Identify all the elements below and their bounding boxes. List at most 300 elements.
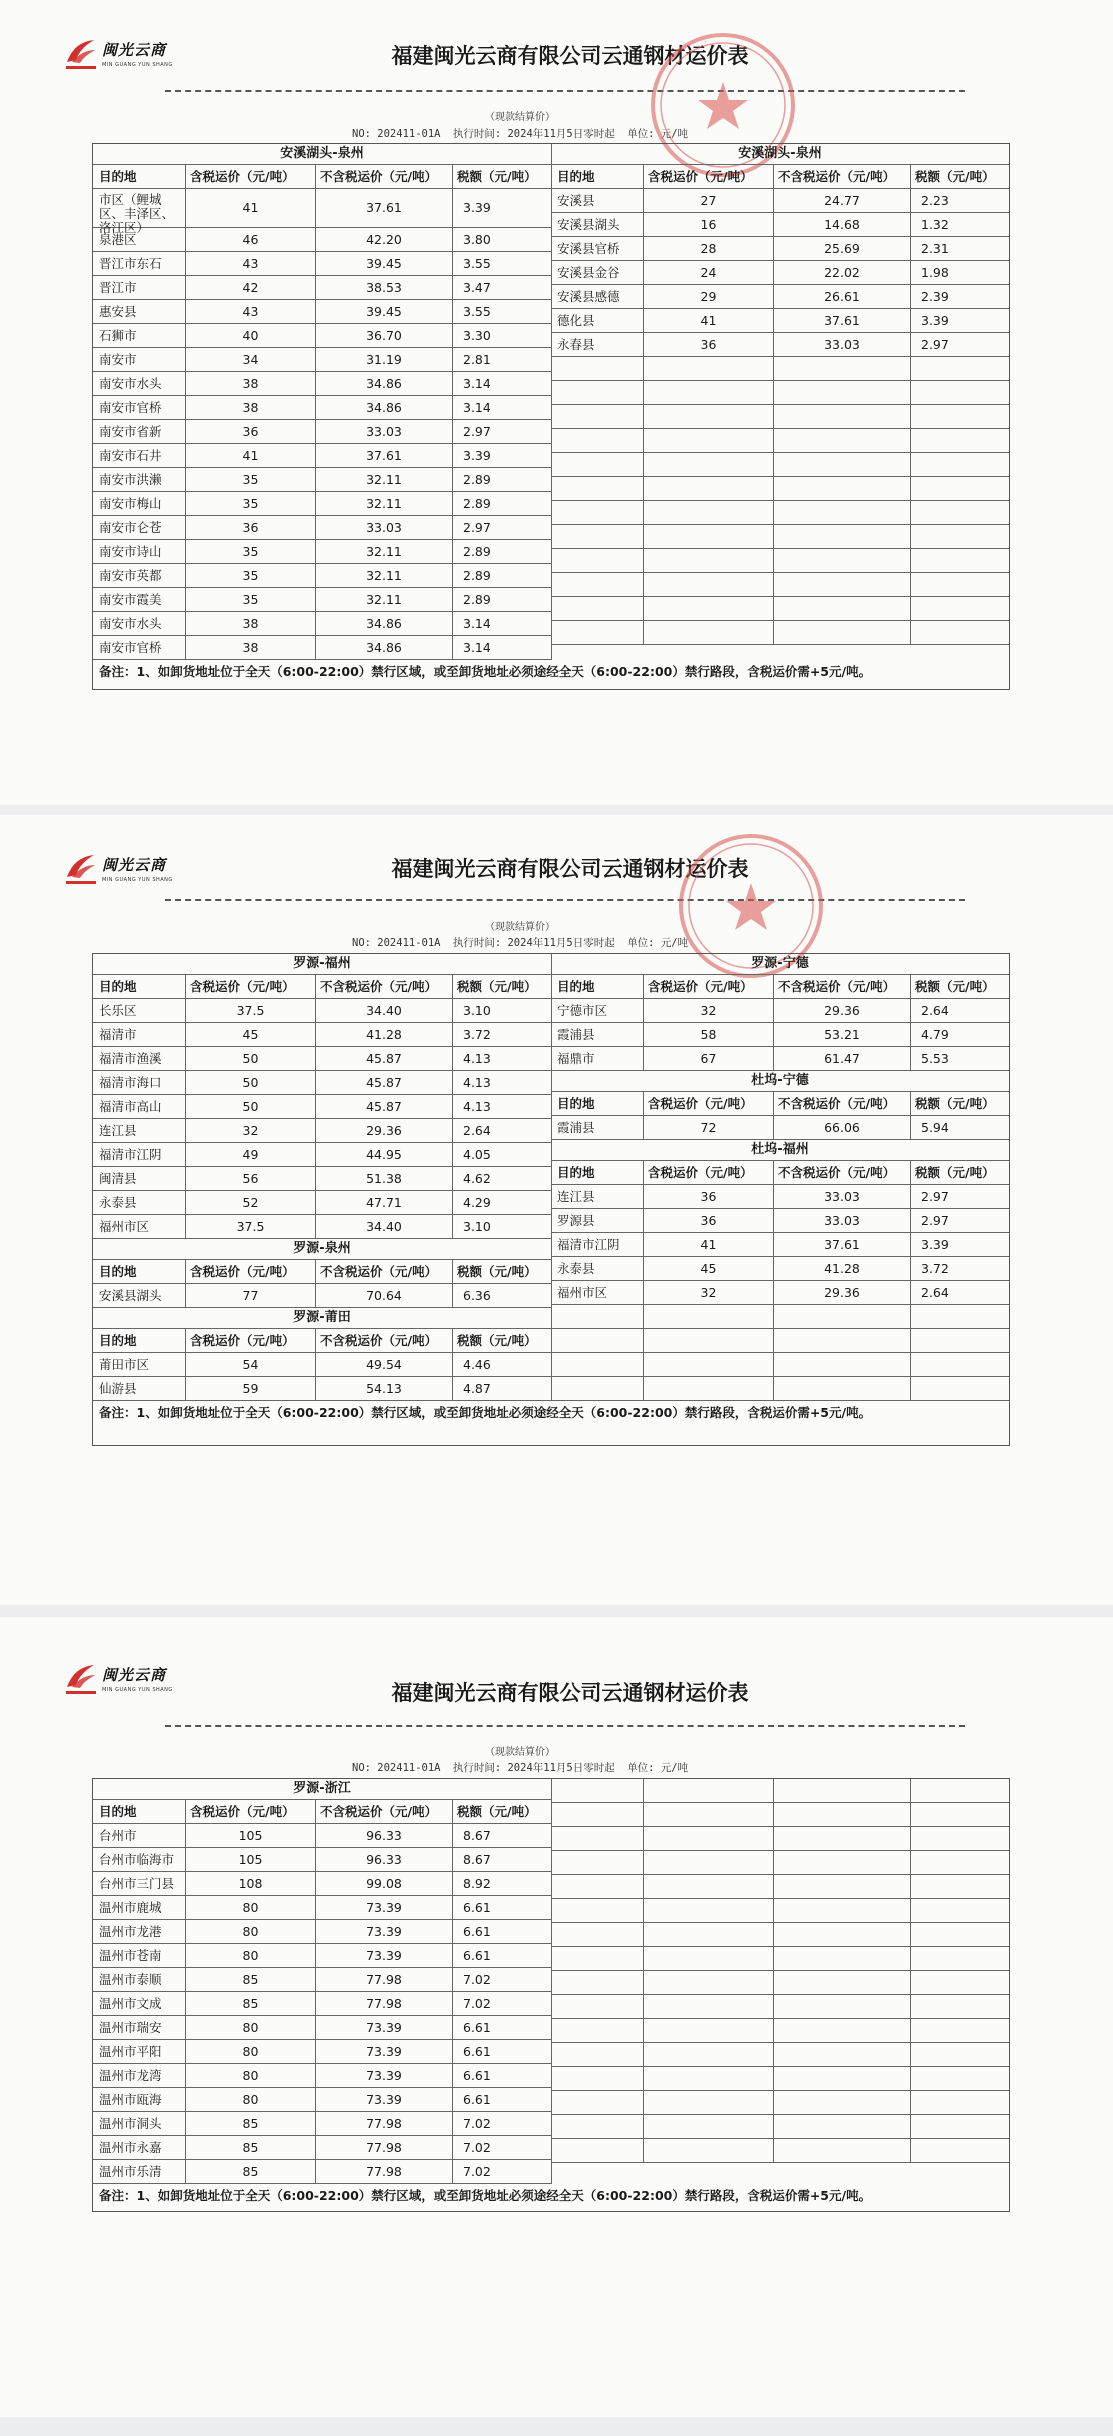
price-with-tax-cell: 46 (186, 228, 316, 251)
table-row (93, 588, 551, 612)
destination-cell (551, 1995, 644, 2018)
table-row (551, 1257, 1009, 1281)
price-without-tax-cell: 29.36 (316, 1119, 453, 1142)
tax-amount-cell: 2.81 (463, 352, 491, 367)
price-with-tax-cell (644, 621, 774, 644)
table-row (93, 1284, 551, 1308)
tax-amount-cell (911, 405, 1009, 428)
price-without-tax-cell: 37.61 (774, 1233, 911, 1256)
destination-cell: 仙游县 (93, 1377, 186, 1400)
route-section-title: 罗源-泉州 (93, 1239, 551, 1260)
destination-cell: 福清市海口 (93, 1071, 186, 1094)
center-divider (551, 144, 552, 660)
price-with-tax-cell: 37.5 (186, 1215, 316, 1238)
price-without-tax-cell: 33.03 (774, 1185, 911, 1208)
tax-amount-cell: 3.14 (463, 400, 491, 415)
price-with-tax-cell (644, 429, 774, 452)
destination-cell: 安溪县 (551, 189, 644, 212)
tax-amount-cell: 3.72 (921, 1261, 949, 1276)
table-row (93, 492, 551, 516)
price-sheet-page-2 (0, 815, 1113, 1605)
price-with-tax-cell: 45 (644, 1257, 774, 1280)
price-with-tax-cell: 59 (186, 1377, 316, 1400)
column-header-row (93, 1329, 551, 1353)
price-without-tax-cell: 37.61 (316, 444, 453, 467)
price-without-tax-cell: 53.21 (774, 1023, 911, 1046)
tax-amount-cell: 3.55 (463, 256, 491, 271)
table-row (93, 2160, 551, 2184)
price-without-tax-cell: 42.20 (316, 228, 453, 251)
table-row (551, 549, 1009, 573)
title-divider (165, 1725, 965, 1727)
price-with-tax-cell (644, 2043, 774, 2066)
table-row (551, 1779, 1009, 1803)
price-with-tax-cell (644, 1947, 774, 1970)
destination-cell (551, 381, 644, 404)
price-with-tax-cell: 80 (186, 1920, 316, 1943)
destination-cell (551, 1305, 644, 1328)
price-with-tax-cell: 85 (186, 1968, 316, 1991)
price-with-tax-cell: 36 (186, 420, 316, 443)
destination-cell: 南安市官桥 (93, 636, 186, 659)
price-without-tax-cell: 37.61 (774, 309, 911, 332)
table-row (93, 1920, 551, 1944)
exec-time: 执行时间: 2024年11月5日零时起 (452, 937, 615, 949)
destination-cell: 德化县 (551, 309, 644, 332)
destination-cell: 南安市洪濑 (93, 468, 186, 491)
price-with-tax-cell (644, 1779, 774, 1802)
price-without-tax-cell: 32.11 (316, 492, 453, 515)
destination-cell (551, 1851, 644, 1874)
table-row (551, 1281, 1009, 1305)
table-row (93, 636, 551, 660)
logo-pinyin: MIN GUANG YUN SHANG (102, 62, 173, 68)
freight-table-page-3 (92, 1778, 1010, 2212)
price-without-tax-cell (774, 1947, 911, 1970)
destination-cell: 泉港区 (93, 228, 186, 251)
price-without-tax-cell: 22.02 (774, 261, 911, 284)
price-without-tax-cell: 73.39 (316, 2088, 453, 2111)
tax-amount-cell: 4.13 (463, 1075, 491, 1090)
table-row (551, 477, 1009, 501)
price-without-tax-cell: 29.36 (774, 1281, 911, 1304)
column-header-with-tax: 含税运价（元/吨） (186, 975, 316, 998)
destination-cell: 永泰县 (551, 1257, 644, 1280)
price-with-tax-cell: 38 (186, 636, 316, 659)
price-with-tax-cell (644, 453, 774, 476)
destination-cell (551, 1923, 644, 1946)
price-with-tax-cell: 28 (644, 237, 774, 260)
price-with-tax-cell: 35 (186, 588, 316, 611)
table-row (551, 405, 1009, 429)
table-row (93, 468, 551, 492)
price-with-tax-cell: 43 (186, 252, 316, 275)
destination-cell: 石狮市 (93, 324, 186, 347)
settlement-subtitle: （现款结算价） (485, 922, 555, 933)
price-with-tax-cell (644, 1923, 774, 1946)
table-row (551, 1947, 1009, 1971)
tax-amount-cell: 6.61 (463, 1900, 491, 1915)
column-header-with-tax: 含税运价（元/吨） (644, 1092, 774, 1115)
table-row (93, 1023, 551, 1047)
price-without-tax-cell: 39.45 (316, 300, 453, 323)
price-with-tax-cell: 35 (186, 564, 316, 587)
price-with-tax-cell (644, 2019, 774, 2042)
tax-amount-cell (911, 1827, 1009, 1850)
destination-cell (551, 2067, 644, 2090)
price-without-tax-cell: 61.47 (774, 1047, 911, 1070)
tax-amount-cell: 2.89 (463, 544, 491, 559)
price-without-tax-cell: 44.95 (316, 1143, 453, 1166)
page-title: 福建闽光云商有限公司云通钢材运价表 (391, 857, 749, 881)
price-with-tax-cell (644, 1899, 774, 1922)
destination-cell: 安溪县湖头 (551, 213, 644, 236)
tax-amount-cell: 4.29 (463, 1195, 491, 1210)
tax-amount-cell: 3.47 (463, 280, 491, 295)
doc-number: NO: 202411-01A (352, 937, 441, 949)
destination-cell: 南安市官桥 (93, 396, 186, 419)
price-with-tax-cell (644, 1329, 774, 1352)
table-row (551, 1305, 1009, 1329)
company-logo (64, 851, 174, 895)
column-header-dest: 目的地 (551, 975, 644, 998)
destination-cell: 福清市江阴 (93, 1143, 186, 1166)
table-row (93, 1095, 551, 1119)
tax-amount-cell: 6.61 (463, 2092, 491, 2107)
freight-table-page-1 (92, 143, 1010, 690)
page-title: 福建闽光云商有限公司云通钢材运价表 (391, 1681, 749, 1705)
price-without-tax-cell: 37.61 (316, 189, 453, 227)
price-without-tax-cell: 70.64 (316, 1284, 453, 1307)
unit-label: 单位: 元/吨 (627, 937, 689, 949)
tax-amount-cell: 7.02 (463, 2164, 491, 2179)
price-with-tax-cell: 38 (186, 396, 316, 419)
tax-amount-cell (911, 1803, 1009, 1826)
table-row (551, 573, 1009, 597)
price-without-tax-cell: 73.39 (316, 1944, 453, 1967)
price-with-tax-cell (644, 573, 774, 596)
price-without-tax-cell (774, 2067, 911, 2090)
column-header-tax: 税额（元/吨） (457, 1264, 537, 1279)
table-row (551, 2043, 1009, 2067)
destination-cell: 永泰县 (93, 1191, 186, 1214)
destination-cell (551, 2139, 644, 2162)
column-header-tax: 税额（元/吨） (457, 169, 537, 184)
price-with-tax-cell (644, 381, 774, 404)
tax-amount-cell: 2.97 (463, 520, 491, 535)
column-header-without-tax: 不含税运价（元/吨） (774, 1092, 911, 1115)
price-without-tax-cell: 77.98 (316, 2136, 453, 2159)
table-row (93, 612, 551, 636)
price-with-tax-cell (644, 1995, 774, 2018)
tax-amount-cell: 8.67 (463, 1852, 491, 1867)
destination-cell: 台州市临海市 (93, 1848, 186, 1871)
price-without-tax-cell (774, 1353, 911, 1376)
price-without-tax-cell: 25.69 (774, 237, 911, 260)
destination-cell: 南安市水头 (93, 372, 186, 395)
tax-amount-cell (911, 1353, 1009, 1376)
price-without-tax-cell (774, 357, 911, 380)
table-row (93, 1992, 551, 2016)
center-divider (551, 954, 552, 1401)
price-with-tax-cell: 38 (186, 612, 316, 635)
tax-amount-cell: 1.32 (921, 217, 949, 232)
table-row (551, 261, 1009, 285)
tax-amount-cell: 3.30 (463, 328, 491, 343)
destination-cell (551, 477, 644, 500)
price-with-tax-cell (644, 1827, 774, 1850)
price-with-tax-cell: 40 (186, 324, 316, 347)
route-section-title: 罗源-宁德 (551, 954, 1009, 975)
tax-amount-cell (911, 621, 1009, 644)
price-with-tax-cell (644, 2067, 774, 2090)
destination-cell (551, 1779, 644, 1802)
destination-cell: 福州市区 (551, 1281, 644, 1304)
tax-amount-cell: 2.97 (463, 424, 491, 439)
price-with-tax-cell: 24 (644, 261, 774, 284)
route-section-title: 安溪湖头-泉州 (551, 144, 1009, 165)
table-row (93, 2064, 551, 2088)
logo-pinyin: MIN GUANG YUN SHANG (102, 1687, 173, 1693)
column-header-with-tax: 含税运价（元/吨） (186, 1260, 316, 1283)
price-with-tax-cell: 29 (644, 285, 774, 308)
column-header-without-tax: 不含税运价（元/吨） (316, 1800, 453, 1823)
destination-cell (551, 549, 644, 572)
table-row (551, 1023, 1009, 1047)
price-with-tax-cell (644, 477, 774, 500)
column-header-without-tax: 不含税运价（元/吨） (774, 1161, 911, 1184)
price-with-tax-cell: 77 (186, 1284, 316, 1307)
tax-amount-cell (911, 573, 1009, 596)
destination-cell: 晋江市 (93, 276, 186, 299)
table-row (551, 453, 1009, 477)
destination-cell (551, 1875, 644, 1898)
table-row (93, 1896, 551, 1920)
table-row (551, 1899, 1009, 1923)
tax-amount-cell: 2.23 (921, 193, 949, 208)
tax-amount-cell (911, 1329, 1009, 1352)
column-header-without-tax: 不含税运价（元/吨） (316, 1329, 453, 1352)
price-with-tax-cell: 52 (186, 1191, 316, 1214)
tax-amount-cell: 6.36 (463, 1288, 491, 1303)
price-with-tax-cell (644, 1377, 774, 1400)
tax-amount-cell: 3.14 (463, 616, 491, 631)
price-without-tax-cell (774, 1377, 911, 1400)
table-row (551, 1329, 1009, 1353)
column-header-dest: 目的地 (93, 1329, 186, 1352)
price-with-tax-cell: 43 (186, 300, 316, 323)
tax-amount-cell: 2.97 (921, 1213, 949, 1228)
price-without-tax-cell: 51.38 (316, 1167, 453, 1190)
column-header-tax: 税额（元/吨） (915, 1096, 995, 1111)
table-row (551, 1047, 1009, 1071)
price-without-tax-cell (774, 621, 911, 644)
tax-amount-cell: 6.61 (463, 1948, 491, 1963)
price-without-tax-cell: 33.03 (316, 516, 453, 539)
center-divider (551, 1779, 552, 2184)
destination-cell: 宁德市区 (551, 999, 644, 1022)
tax-amount-cell: 4.46 (463, 1357, 491, 1372)
destination-cell: 南安市诗山 (93, 540, 186, 563)
table-row (551, 1875, 1009, 1899)
price-with-tax-cell (644, 1851, 774, 1874)
tax-amount-cell: 1.98 (921, 265, 949, 280)
destination-cell: 安溪县金谷 (551, 261, 644, 284)
price-with-tax-cell (644, 1305, 774, 1328)
destination-cell (551, 2115, 644, 2138)
tax-amount-cell: 7.02 (463, 1996, 491, 2011)
tax-amount-cell: 2.39 (921, 289, 949, 304)
destination-cell (551, 597, 644, 620)
table-row (93, 420, 551, 444)
destination-cell: 温州市乐清 (93, 2160, 186, 2183)
tax-amount-cell: 7.02 (463, 1972, 491, 1987)
destination-cell (551, 357, 644, 380)
price-without-tax-cell: 45.87 (316, 1047, 453, 1070)
table-row (551, 621, 1009, 645)
table-row (93, 564, 551, 588)
destination-cell: 永春县 (551, 333, 644, 356)
destination-cell (551, 501, 644, 524)
price-with-tax-cell: 32 (186, 1119, 316, 1142)
price-with-tax-cell: 80 (186, 2064, 316, 2087)
freight-table-page-2 (92, 953, 1010, 1446)
tax-amount-cell (911, 1305, 1009, 1328)
price-without-tax-cell: 34.40 (316, 999, 453, 1022)
destination-cell: 福清市江阴 (551, 1233, 644, 1256)
price-with-tax-cell: 67 (644, 1047, 774, 1070)
tax-amount-cell: 3.39 (921, 1237, 949, 1252)
tax-amount-cell (911, 1377, 1009, 1400)
price-with-tax-cell: 105 (186, 1848, 316, 1871)
destination-cell: 南安市英都 (93, 564, 186, 587)
column-header-dest: 目的地 (93, 1800, 186, 1823)
tax-amount-cell: 3.72 (463, 1027, 491, 1042)
tax-amount-cell (911, 1947, 1009, 1970)
tax-amount-cell: 3.14 (463, 376, 491, 391)
tax-amount-cell: 4.05 (463, 1147, 491, 1162)
column-header-with-tax: 含税运价（元/吨） (644, 165, 774, 188)
tax-amount-cell (911, 453, 1009, 476)
table-row (93, 372, 551, 396)
tax-amount-cell: 2.89 (463, 592, 491, 607)
price-with-tax-cell: 72 (644, 1116, 774, 1139)
tax-amount-cell: 2.97 (921, 1189, 949, 1204)
table-row (93, 2112, 551, 2136)
price-without-tax-cell: 77.98 (316, 1968, 453, 1991)
price-without-tax-cell: 77.98 (316, 2112, 453, 2135)
price-with-tax-cell: 35 (186, 492, 316, 515)
tax-amount-cell: 3.39 (921, 313, 949, 328)
table-row (551, 309, 1009, 333)
table-row (551, 1233, 1009, 1257)
price-with-tax-cell (644, 525, 774, 548)
table-row (93, 2136, 551, 2160)
destination-cell: 连江县 (551, 1185, 644, 1208)
price-with-tax-cell: 35 (186, 468, 316, 491)
table-row (93, 189, 551, 235)
route-section-title: 罗源-福州 (93, 954, 551, 975)
price-without-tax-cell (774, 1851, 911, 1874)
route-section-title: 安溪湖头-泉州 (93, 144, 551, 165)
price-sheet-page-1 (0, 0, 1113, 805)
destination-cell: 南安市水头 (93, 612, 186, 635)
destination-cell: 霞浦县 (551, 1023, 644, 1046)
price-without-tax-cell: 29.36 (774, 999, 911, 1022)
tax-amount-cell (911, 2091, 1009, 2114)
table-row (551, 2019, 1009, 2043)
price-without-tax-cell (774, 549, 911, 572)
destination-cell (551, 1827, 644, 1850)
logo-mark-icon (64, 851, 98, 885)
table-row (93, 999, 551, 1023)
column-header-row (93, 1800, 551, 1824)
price-with-tax-cell (644, 1971, 774, 1994)
table-row (551, 1116, 1009, 1140)
doc-number: NO: 202411-01A (352, 1762, 441, 1774)
table-row (551, 213, 1009, 237)
tax-amount-cell (911, 2115, 1009, 2138)
destination-cell: 霞浦县 (551, 1116, 644, 1139)
price-without-tax-cell (774, 1779, 911, 1802)
price-without-tax-cell: 73.39 (316, 2040, 453, 2063)
table-row (93, 540, 551, 564)
column-header-tax: 税额（元/吨） (915, 169, 995, 184)
price-with-tax-cell: 41 (644, 309, 774, 332)
price-without-tax-cell (774, 405, 911, 428)
price-without-tax-cell: 47.71 (316, 1191, 453, 1214)
destination-cell: 南安市梅山 (93, 492, 186, 515)
column-header-row (93, 1260, 551, 1284)
price-without-tax-cell: 45.87 (316, 1095, 453, 1118)
table-row (551, 1185, 1009, 1209)
destination-cell: 罗源县 (551, 1209, 644, 1232)
price-with-tax-cell: 108 (186, 1872, 316, 1895)
exec-time: 执行时间: 2024年11月5日零时起 (452, 128, 615, 140)
company-logo (64, 36, 174, 80)
logo-name: 闽光云商 (102, 856, 167, 874)
table-row (551, 381, 1009, 405)
destination-cell: 晋江市东石 (93, 252, 186, 275)
destination-cell (551, 573, 644, 596)
price-with-tax-cell: 50 (186, 1071, 316, 1094)
table-row (93, 348, 551, 372)
column-header-with-tax: 含税运价（元/吨） (186, 1329, 316, 1352)
tax-amount-cell (911, 357, 1009, 380)
tax-amount-cell (911, 1995, 1009, 2018)
destination-cell: 福清市高山 (93, 1095, 186, 1118)
price-without-tax-cell (774, 2043, 911, 2066)
price-without-tax-cell (774, 1923, 911, 1946)
route-section-title: 杜坞-宁德 (551, 1071, 1009, 1092)
destination-cell: 市区（鲤城区、丰泽区、洛江区） (93, 189, 186, 227)
destination-cell: 福清市 (93, 1023, 186, 1046)
destination-cell: 温州市平阳 (93, 2040, 186, 2063)
price-with-tax-cell: 58 (644, 1023, 774, 1046)
tax-amount-cell: 4.87 (463, 1381, 491, 1396)
destination-cell: 温州市文成 (93, 1992, 186, 2015)
tax-amount-cell (911, 2043, 1009, 2066)
destination-cell: 福鼎市 (551, 1047, 644, 1070)
table-row (551, 333, 1009, 357)
table-row (93, 1167, 551, 1191)
price-with-tax-cell: 27 (644, 189, 774, 212)
tax-amount-cell (911, 477, 1009, 500)
footnote: 备注：1、如卸货地址位于全天（6:00-22:00）禁行区域，或至卸货地址必须途经全天（6:00-22:00）禁行路段，含税运价需+5元/吨。 (99, 2188, 872, 2203)
destination-cell: 温州市鹿城 (93, 1896, 186, 1919)
price-with-tax-cell: 38 (186, 372, 316, 395)
tax-amount-cell: 8.67 (463, 1828, 491, 1843)
